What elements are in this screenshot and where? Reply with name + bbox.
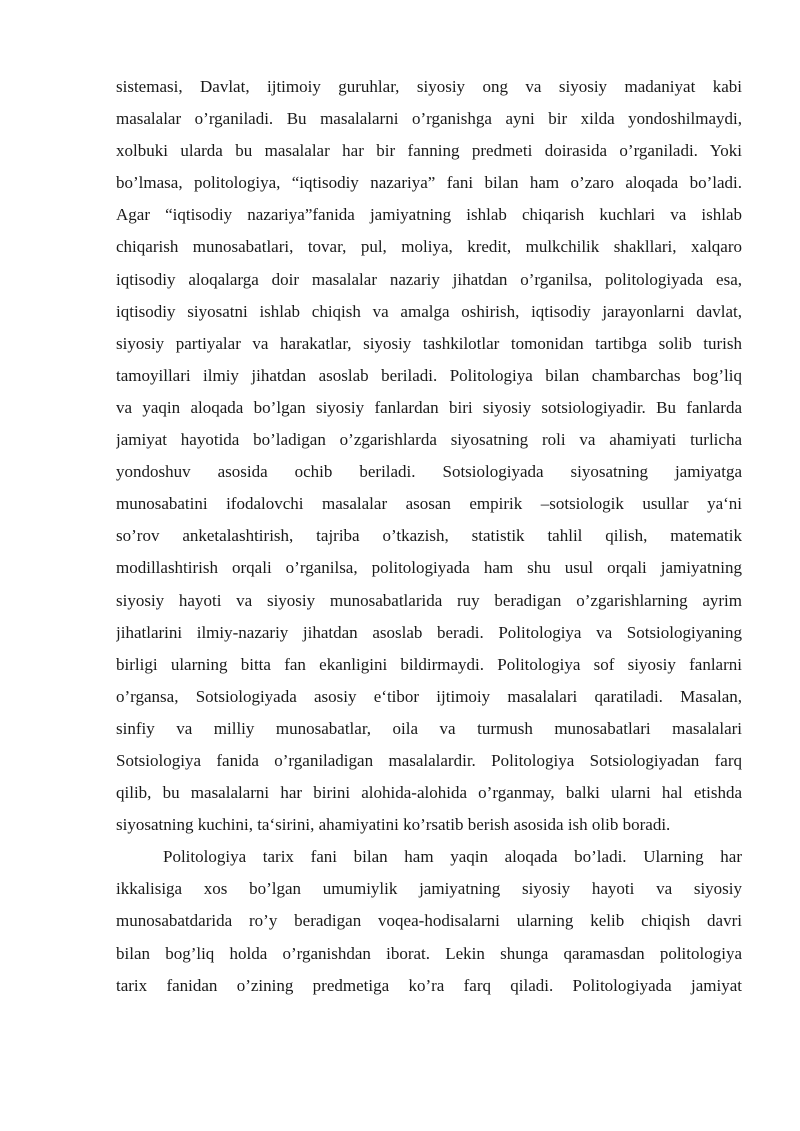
text-line: siyosiy hayoti va siyosiy munosabatlarida ruy beradigan o’zgarishlarning ayrim — [116, 590, 742, 610]
text-line: sinfiy va milliy munosabatlar, oila va turmush munosabatlari masalalari — [116, 718, 742, 738]
body-text — [116, 71, 742, 1002]
text-line: Sotsiologiya fanida o’rganiladigan masalalardir. Politologiya Sotsiologiyadan farq — [116, 750, 742, 770]
text-line: yondoshuv asosida ochib beriladi. Sotsiologiyada siyosatning jamiyatga — [116, 462, 742, 482]
text-line: ikkalisiga xos bo’lgan umumiylik jamiyatning siyosiy hayoti va siyosiy — [116, 879, 742, 899]
text-line: bo’lmasa, politologiya, “iqtisodiy nazariya” fani bilan ham o’zaro aloqada bo’ladi. — [116, 173, 742, 193]
text-line: jamiyat hayotida bo’ladigan o’zgarishlarda siyosatning roli va ahamiyati turlicha — [116, 430, 742, 450]
text-line: birligi ularning bitta fan ekanligini bildirmaydi. Politologiya sof siyosiy fanlarni — [116, 654, 742, 674]
text-line: siyosatning kuchini, ta‘sirini, ahamiyatini ko’rsatib berish asosida ish olib boradi. — [116, 815, 671, 835]
text-line: Politologiya tarix fani bilan ham yaqin aloqada bo’ladi. Ularning har — [163, 847, 742, 867]
text-line: so’rov anketalashtirish, tajriba o’tkazish, statistik tahlil qilish, matematik — [116, 526, 742, 546]
text-line: xolbuki ularda bu masalalar har bir fanning predmeti doirasida o’rganiladi. Yoki — [116, 141, 742, 161]
text-line: o’rgansa, Sotsiologiyada asosiy e‘tibor ijtimoiy masalalari qaratiladi. Masalan, — [116, 686, 742, 706]
text-line: va yaqin aloqada bo’lgan siyosiy fanlardan biri siyosiy sotsiologiyadir. Bu fanlarda — [116, 397, 742, 417]
text-line: Agar “iqtisodiy nazariya”fanida jamiyatning ishlab chiqarish kuchlari va ishlab — [116, 205, 742, 225]
text-line: tamoyillari ilmiy jihatdan asoslab beriladi. Politologiya bilan chambarchas bog’liq — [116, 365, 742, 385]
text-line: tarix fanidan o’zining predmetiga ko’ra farq qiladi. Politologiyada jamiyat — [116, 975, 742, 995]
text-line: jihatlarini ilmiy-nazariy jihatdan asoslab beradi. Politologiya va Sotsiologiyaning — [116, 622, 742, 642]
text-line: qilib, bu masalalarni har birini alohida-alohida o’rganmay, balki ularni hal etishda — [116, 783, 742, 803]
paragraph-2 — [116, 841, 742, 1001]
text-line: modillashtirish orqali o’rganilsa, politologiyada ham shu usul orqali jamiyatning — [116, 558, 742, 578]
text-line: siyosiy partiyalar va harakatlar, siyosiy tashkilotlar tomonidan tartibga solib turish — [116, 333, 742, 353]
text-line: chiqarish munosabatlari, tovar, pul, moliya, kredit, mulkchilik shakllari, xalqaro — [116, 237, 742, 257]
text-line: iqtisodiy aloqalarga doir masalalar nazariy jihatdan o’rganilsa, politologiyada esa, — [116, 269, 742, 289]
text-line: bilan bog’liq holda o’rganishdan iborat. Lekin shunga qaramasdan politologiya — [116, 943, 742, 963]
text-line: masalalar o’rganiladi. Bu masalalarni o’rganishga ayni bir xilda yondoshilmaydi, — [116, 109, 742, 129]
text-line: sistemasi, Davlat, ijtimoiy guruhlar, siyosiy ong va siyosiy madaniyat kabi — [116, 77, 742, 96]
text-line: munosabatini ifodalovchi masalalar asosan empirik –sotsiologik usullar ya‘ni — [116, 494, 742, 514]
paragraph-1 — [116, 71, 742, 841]
text-line: munosabatdarida ro’y beradigan voqea-hodisalarni ularning kelib chiqish davri — [116, 911, 742, 931]
text-line: iqtisodiy siyosatni ishlab chiqish va amalga oshirish, iqtisodiy jarayonlarni davlat, — [116, 301, 742, 321]
